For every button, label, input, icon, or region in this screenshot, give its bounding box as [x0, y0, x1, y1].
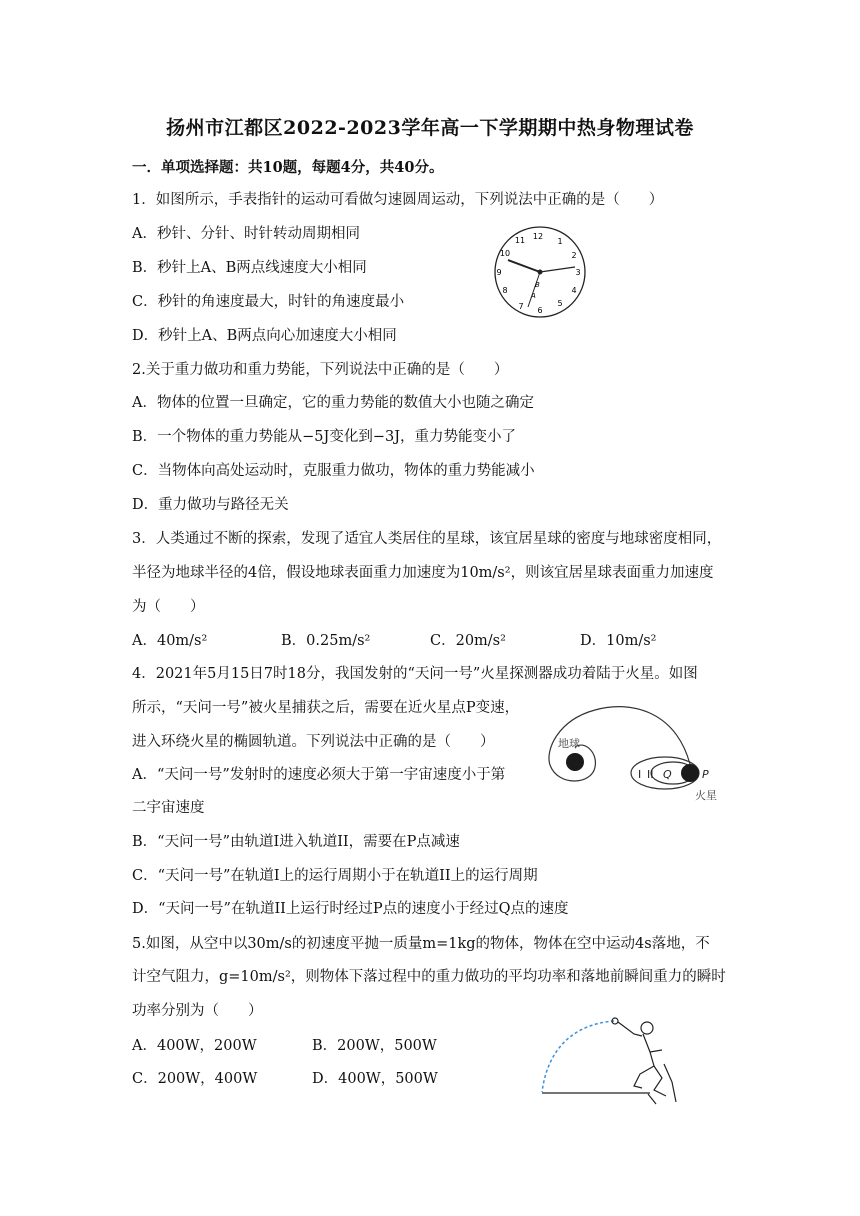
q3-line-2: 半径为地球半径的4倍，假设地球表面重力加速度为10m/s²，则该宜居星球表面重力加速度	[132, 565, 714, 581]
earth-icon	[566, 753, 584, 771]
q5-option-c: C．200W，400W	[132, 1071, 258, 1087]
clock-number-2: 2	[571, 251, 577, 260]
q2-option-a: A．物体的位置一旦确定，它的重力势能的数值大小也随之确定	[132, 395, 534, 411]
point-p-label: P	[702, 768, 709, 781]
projectile-figure	[530, 1012, 690, 1108]
q5-option-b: B．200W，500W	[312, 1038, 437, 1054]
q4-line-3: 进入环绕火星的椭圆轨道。下列说法中正确的是（ ）	[132, 734, 495, 750]
clock-number-6: 6	[537, 306, 543, 315]
clock-number-7: 7	[518, 302, 524, 311]
q4-line-2: 所示，“天问一号”被火星捕获之后，需要在近火星点P变速，	[132, 700, 520, 716]
q3-option-a: A．40m/s²	[132, 633, 208, 649]
q1-option-a: A．秒针、分针、时针转动周期相同	[132, 226, 360, 242]
q5-line-2: 计空气阻力，g=10m/s²，则物体下落过程中的重力做功的平均功率和落地前瞬间重力的瞬时	[132, 969, 726, 985]
q4-line-1: 4．2021年5月15日7时18分，我国发射的“天问一号”火星探测器成功着陆于火星。如图	[132, 666, 698, 682]
q3-option-d: D．10m/s²	[580, 633, 657, 649]
mars-orbit-figure	[540, 695, 730, 805]
clock-number-11: 11	[514, 236, 526, 245]
q5-option-a: A．400W，200W	[132, 1038, 257, 1054]
q3-option-c: C．20m/s²	[430, 633, 506, 649]
mars-icon	[681, 764, 699, 782]
orbit-1-label: I	[638, 768, 642, 781]
q2-option-d: D．重力做功与路径无关	[132, 497, 289, 513]
q1-option-b: B．秒针上A、B两点线速度大小相同	[132, 260, 367, 276]
thrower-icon	[618, 1022, 676, 1104]
point-a-label: A	[531, 292, 536, 300]
point-q-label: Q	[663, 768, 672, 781]
clock-number-8: 8	[502, 286, 508, 295]
q4-option-a-line-1: A．“天问一号”发射时的速度必须大于第一宇宙速度小于第	[132, 767, 506, 783]
clock-number-10: 10	[499, 249, 511, 258]
q5-line-3: 功率分别为（ ）	[132, 1003, 263, 1019]
q1-stem: 1．如图所示，手表指针的运动可看做匀速圆周运动，下列说法中正确的是（ ）	[132, 192, 664, 208]
q2-stem: 2.关于重力做功和重力势能，下列说法中正确的是（ ）	[132, 362, 509, 378]
clock-number-12: 12	[532, 232, 544, 241]
clock-number-3: 3	[575, 268, 581, 277]
q1-option-d: D．秒针上A、B两点向心加速度大小相同	[132, 328, 397, 344]
clock-number-4: 4	[571, 286, 577, 295]
clock-figure	[490, 225, 590, 320]
earth-label: 地球	[558, 737, 580, 750]
section-heading: 一．单项选择题：共10题，每题4分，共40分。	[132, 159, 444, 176]
q4-option-c: C．“天问一号”在轨道I上的运行周期小于在轨道II上的运行周期	[132, 868, 538, 884]
q5-line-1: 5.如图，从空中以30m/s的初速度平抛一质量m=1kg的物体，物体在空中运动4s落地，不	[132, 936, 710, 952]
q3-option-b: B．0.25m/s²	[281, 633, 371, 649]
point-b-label: B	[535, 281, 540, 289]
q2-option-b: B．一个物体的重力势能从−5J变化到−3J，重力势能变小了	[132, 429, 517, 445]
orbit-2-label: II	[647, 768, 654, 781]
q4-option-a-line-2: 二宇宙速度	[132, 800, 205, 816]
q4-option-d: D．“天问一号”在轨道II上运行时经过P点的速度小于经过Q点的速度	[132, 901, 569, 917]
q4-option-b: B．“天问一号”由轨道I进入轨道II，需要在P点减速	[132, 834, 460, 850]
q1-option-c: C．秒针的角速度最大，时针的角速度最小	[132, 294, 405, 310]
mars-label: 火星	[695, 789, 717, 802]
page-title: 扬州市江都区2022-2023学年高一下学期期中热身物理试卷	[166, 117, 694, 139]
q5-option-d: D．400W，500W	[312, 1071, 438, 1087]
clock-number-5: 5	[557, 299, 563, 308]
clock-number-9: 9	[496, 268, 502, 277]
q3-line-1: 3．人类通过不断的探索，发现了适宜人类居住的星球，该宜居星球的密度与地球密度相同，	[132, 531, 722, 547]
clock-number-1: 1	[557, 237, 563, 246]
q3-line-3: 为（ ）	[132, 599, 205, 615]
q2-option-c: C．当物体向高处运动时，克服重力做功，物体的重力势能减小	[132, 463, 535, 479]
